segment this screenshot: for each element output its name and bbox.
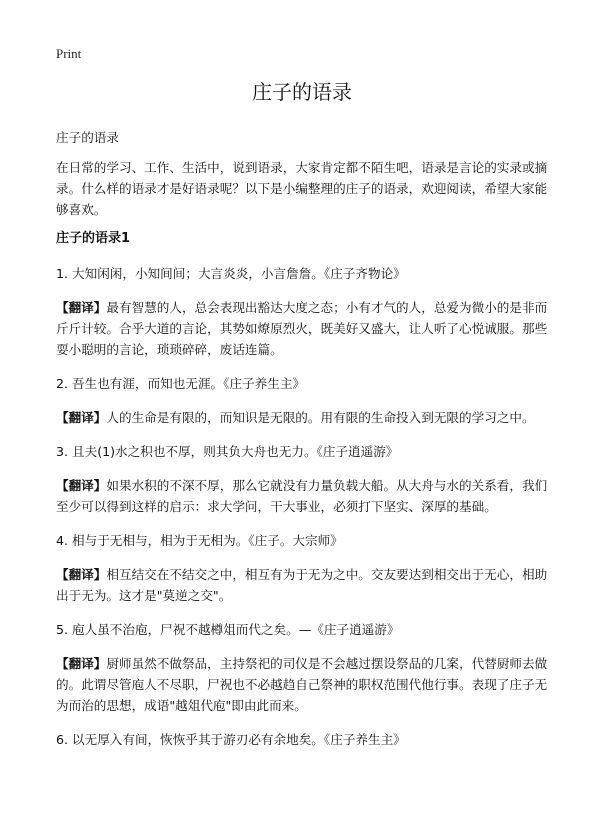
quote-2: 2. 吾生也有涯，而知也无涯。《庄子养生主》 [56,376,306,391]
translation-text: 相互结交在不结交之中，相互有为于无为之中。交友要达到相交出于无心，相助出于无为。这才是"莫逆之交"。 [56,567,548,603]
quote-3: 3. 且夫(1)水之积也不厚，则其负大舟也无力。《庄子逍遥游》 [56,444,399,459]
translation-2 [56,407,548,428]
translation-tag: 【翻译】 [56,656,107,671]
translation-text: 人的生命是有限的，而知识是无限的。用有限的生命投入到无限的学习之中。 [106,410,535,425]
translation-1 [56,297,548,360]
translation-tag: 【翻译】 [56,300,107,315]
section-heading: 庄子的语录1 [56,231,131,246]
page-title: 庄子的语录 [252,80,352,104]
quote-6: 6. 以无厚入有间，恢恢乎其于游刃必有余地矣。《庄子养生主》 [56,732,406,747]
translation-3 [56,475,548,517]
article-subtitle: 庄子的语录 [56,130,119,145]
intro-paragraph: 在日常的学习、工作、生活中，说到语录，大家肯定都不陌生吧，语录是言论的实录或摘录。什么样的语录才是好语录呢？以下是小编整理的庄子的语录，欢迎阅读，希望大家能够喜欢。 [56,160,548,217]
print-link[interactable]: Print [56,46,82,61]
translation-4 [56,564,548,606]
translation-tag: 【翻译】 [56,567,107,582]
translation-text: 如果水积的不深不厚，那么它就没有力量负载大船。从大舟与水的关系看，我们至少可以得到这样的启示：求大学问，干大事业，必须打下坚实、深厚的基础。 [56,478,548,514]
quote-5: 5. 庖人虽不治庖，尸祝不越樽俎而代之矣。—《庄子逍遥游》 [56,622,400,637]
translation-tag: 【翻译】 [56,478,107,493]
article [56,76,548,763]
translation-5 [56,653,548,716]
translation-text: 最有智慧的人，总会表现出豁达大度之态；小有才气的人，总爱为微小的是非而斤斤计较。合乎大道的言论，其势如燎原烈火，既美好又盛大，让人听了心悦诚服。那些耍小聪明的言论，琐琐碎碎，废话连篇。 [56,300,548,357]
translation-tag: 【翻译】 [56,410,107,425]
quote-4: 4. 相与于无相与，相为于无相为。《庄子。大宗师》 [56,533,343,548]
quote-1: 1. 大知闲闲，小知间间；大言炎炎，小言詹詹。《庄子齐物论》 [56,266,406,281]
translation-text: 厨师虽然不做祭品，主持祭祀的司仪是不会越过摆设祭品的几案，代替厨师去做的。此谓尽管庖人不尽职，尸祝也不必越趋自己祭神的职权范围代他行事。表现了庄子无为而治的思想，成语"越俎代庖"即由此而来。 [56,656,548,713]
